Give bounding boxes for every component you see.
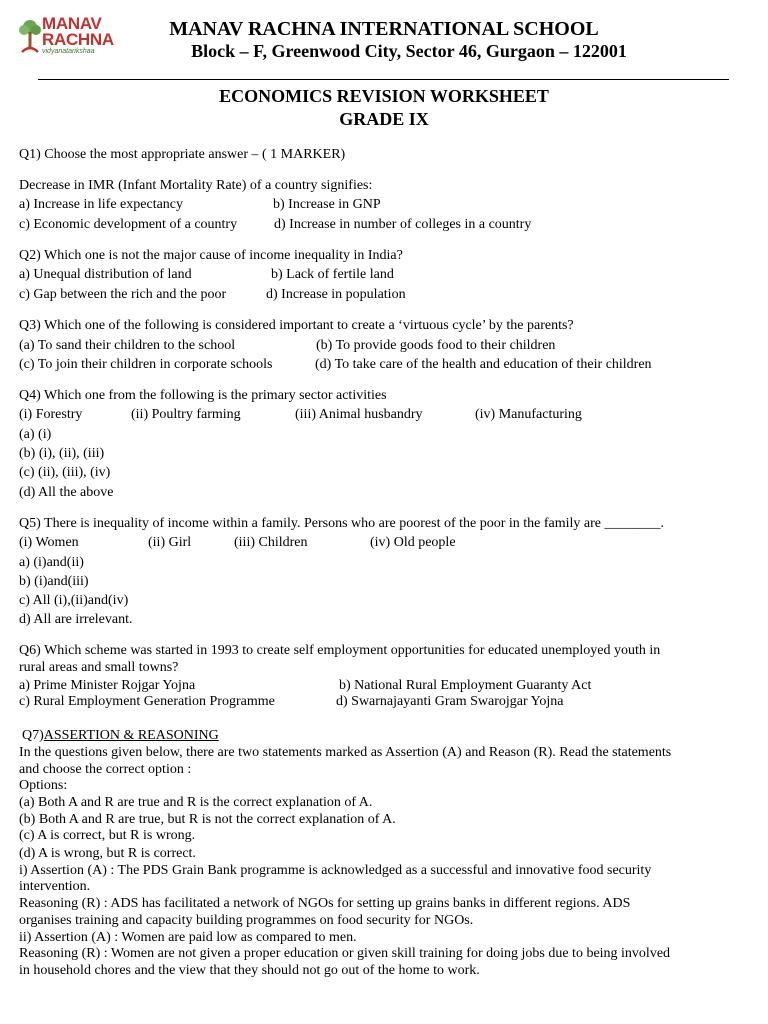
q6-stem-line2: rural areas and small towns? (19, 660, 179, 675)
worksheet-title: ECONOMICS REVISION WORKSHEET (219, 86, 549, 106)
school-address: Block – F, Greenwood City, Sector 46, Gurgaon – 122001 (191, 41, 627, 61)
q5-item-iii: (iii) Children (234, 535, 308, 550)
q5-stem: Q5) There is inequality of income within a family. Persons who are poorest of the poor in the family are ________. (19, 516, 665, 531)
q6-option-b: b) National Rural Employment Guaranty Act (339, 678, 592, 693)
q1-option-c: c) Economic development of a country (19, 217, 238, 232)
q5-option-c: c) All (i),(ii)and(iv) (19, 593, 129, 608)
q6-option-d: d) Swarnajayanti Gram Swarojgar Yojna (336, 694, 564, 709)
q4-item-i: (i) Forestry (19, 407, 83, 422)
q7-line: in household chores and the view that they should not go out of the home to work. (19, 963, 480, 978)
q4-option-b: (b) (i), (ii), (iii) (19, 446, 105, 461)
q4-item-iii: (iii) Animal husbandry (295, 407, 423, 422)
logo-tagline: vidyanatarikshaa (42, 48, 95, 55)
q2-option-b: b) Lack of fertile land (271, 267, 394, 282)
q4-item-ii: (ii) Poultry farming (131, 407, 241, 422)
q1-stem: Decrease in IMR (Infant Mortality Rate) of a country signifies: (19, 178, 373, 193)
q5-option-b: b) (i)and(iii) (19, 574, 89, 589)
q7-heading (22, 727, 219, 744)
q3-option-c: (c) To join their children in corporate schools (19, 357, 273, 372)
q7-line: Reasoning (R) : Women are not given a proper education or given skill training for doing jobs due to being involved (19, 946, 671, 961)
q5-option-d: d) All are irrelevant. (19, 612, 133, 627)
q7-number: Q7) (22, 728, 44, 743)
q4-option-c: (c) (ii), (iii), (iv) (19, 465, 111, 480)
q2-option-a: a) Unequal distribution of land (19, 267, 192, 282)
q3-option-a: (a) To sand their children to the school (19, 338, 236, 353)
q6-option-a: a) Prime Minister Rojgar Yojna (19, 678, 196, 693)
q7-line: In the questions given below, there are two statements marked as Assertion (A) and Reason (R). Read the statements (19, 745, 672, 760)
q3-stem: Q3) Which one of the following is considered important to create a ‘virtuous cycle’ by the parents? (19, 318, 574, 333)
q2-stem: Q2) Which one is not the major cause of income inequality in India? (19, 248, 403, 263)
q5-option-a: a) (i)and(ii) (19, 555, 84, 570)
q7-line: intervention. (19, 879, 91, 894)
q7-line: (d) A is wrong, but R is correct. (19, 846, 196, 861)
q4-option-a: (a) (i) (19, 427, 52, 442)
q5-item-i: (i) Women (19, 535, 79, 550)
q7-line: ii) Assertion (A) : Women are paid low as compared to men. (19, 930, 357, 945)
q7-line: (c) A is correct, but R is wrong. (19, 828, 196, 843)
school-name: MANAV RACHNA INTERNATIONAL SCHOOL (169, 18, 599, 40)
q6-option-c: c) Rural Employment Generation Programme (19, 694, 275, 709)
q5-item-iv: (iv) Old people (370, 535, 456, 550)
header-divider (38, 79, 729, 80)
q1-option-b: b) Increase in GNP (273, 197, 381, 212)
q1-option-a: a) Increase in life expectancy (19, 197, 184, 212)
q7-line: and choose the correct option : (19, 762, 192, 777)
q7-line: Reasoning (R) : ADS has facilitated a network of NGOs for setting up grains banks in different regions. ADS (19, 896, 631, 911)
q7-line: organises training and capacity building programmes on food security for NGOs. (19, 913, 474, 928)
q7-heading-underlined: ASSERTION & REASONING (43, 728, 219, 743)
q3-option-b: (b) To provide goods food to their children (316, 338, 556, 353)
q6-stem-line1: Q6) Which scheme was started in 1993 to create self employment opportunities for educated unemployed youth in (19, 643, 661, 658)
q4-stem: Q4) Which one from the following is the primary sector activities (19, 388, 387, 403)
grade-label: GRADE IX (339, 109, 429, 129)
q7-line: Options: (19, 778, 68, 793)
q1-option-d: d) Increase in number of colleges in a country (274, 217, 532, 232)
q1-heading: Q1) Choose the most appropriate answer – ( 1 MARKER) (19, 147, 346, 162)
q7-line: (b) Both A and R are true, but R is not the correct explanation of A. (19, 812, 396, 827)
q7-line: i) Assertion (A) : The PDS Grain Bank programme is acknowledged as a successful and innovative food security (19, 863, 652, 878)
q2-option-c: c) Gap between the rich and the poor (19, 287, 227, 302)
q7-line: (a) Both A and R are true and R is the correct explanation of A. (19, 795, 373, 810)
q2-option-d: d) Increase in population (266, 287, 406, 302)
logo-wordmark: MANAV RACHNA (42, 14, 114, 49)
q3-option-d: (d) To take care of the health and education of their children (315, 357, 652, 372)
q5-item-ii: (ii) Girl (148, 535, 192, 550)
q4-option-d: (d) All the above (19, 485, 114, 500)
q4-item-iv: (iv) Manufacturing (475, 407, 582, 422)
